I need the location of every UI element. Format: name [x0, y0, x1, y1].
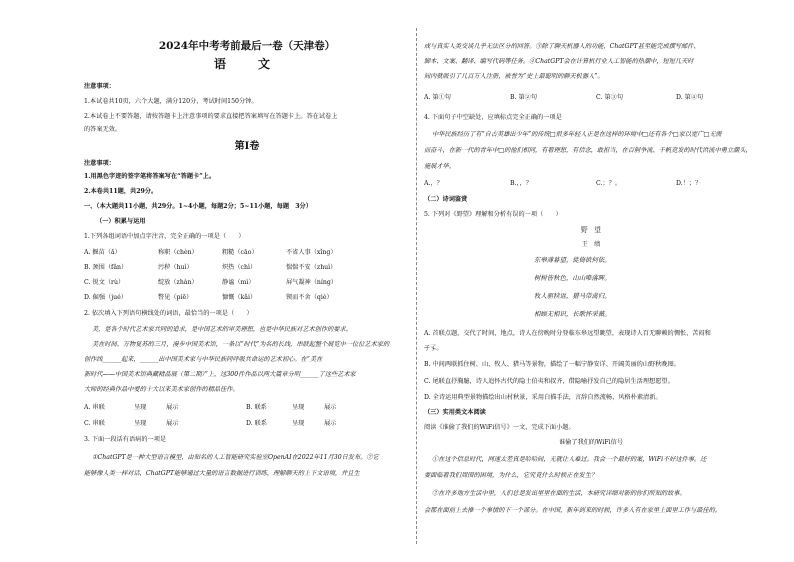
q2-passage-3: 创作线______起来，______出中国美术家与中华民族同呼吸共命运的艺术初心。在“美在: [84, 356, 323, 363]
q1-option-b-2: 污秽（huì）: [158, 264, 193, 271]
q2-option-c-2: 呈现: [134, 420, 147, 427]
reading-intro: 阅读《谁偷了我们的WiFi信号》一文，完成下面小题。: [424, 424, 575, 431]
q2-option-a-1: A. 串联: [84, 404, 105, 411]
q4-option-b: B.，，？: [510, 180, 532, 187]
q1-option-a-2: 称职（chèn）: [158, 249, 198, 256]
poem-title: 野 望: [581, 226, 601, 234]
q4-passage-3: 施展才华。: [424, 163, 455, 170]
article-para-2: ②在许多地方生活中里，人们总是发出里里在面的生活，本研究详细对新的你们所知的故事。: [432, 490, 686, 497]
q2-option-d-2: 呈现: [292, 420, 305, 427]
q2-option-b-1: B. 联系: [246, 404, 267, 411]
q3-option-c: C. 第③句: [596, 94, 624, 101]
subsection-two-heading: （二）诗词鉴赏: [424, 196, 468, 203]
q2-option-c-1: C. 串联: [84, 420, 105, 427]
article-para-1: ①在这个信息时代，网速太差真是哈哈间，无就让人难过。我会一个最好的案，WiFi不好这件事。还: [432, 456, 707, 463]
q4-stem: 4. 下面句子中空缺处，应填标点完全正确的一项是: [424, 114, 562, 121]
section-one-heading: 一、（本大题共11小题，共29分。1~4小题，每题2分；5~11小题，每题 3分）: [84, 203, 312, 210]
subsection-one-heading: （一）积累与运用: [96, 218, 146, 225]
q1-option-c-1: C. 锐文（rù）: [84, 279, 125, 286]
part-one-notice-1: 1.用黑色字迹的签字笔将答案写在“答题卡”上。: [84, 173, 216, 180]
q5-stem: 5. 下列对《野望》理解和分析有误的一项（ ）: [424, 211, 562, 218]
q1-option-b-1: B. 颈围（fǎn）: [84, 264, 128, 271]
q3-option-d: D. 第④句: [676, 94, 704, 101]
q2-option-b-2: 呈现: [292, 404, 305, 411]
q2-option-d-1: D. 联系: [246, 420, 268, 427]
q3-passage-1: ①ChatGPT是一种大型语言模型，由知名的人工智能研究实验室OpenAI在2022年11月30日发布。②它: [92, 454, 379, 461]
article-para-1-cont: 要面临着我们周围的困境，为什么，它究竟什么时候正在发生？: [424, 472, 598, 479]
q2-passage-2: 美在时间、万物复苏的三月，漫步中国美术馆，一条以“时代”为名的长线，串联起整个展览中一位位艺术家的: [92, 341, 390, 348]
q1-option-d-2: 瞥见（piē）: [158, 294, 193, 301]
q1-option-c-3: 静谧（mì）: [222, 279, 255, 286]
q2-passage-5: 大师的经典作品中爱的十大以来美术家创作的精品佳作。: [84, 386, 239, 393]
q3-passage-2: 能够像人类一样对话，ChatGPT能够通过大量的语言数据进行训练，理解聊天的上下文语境，并且生: [84, 470, 360, 477]
q2-passage-4: 新时代——中国美术馆典藏精品展（第二期）”上，这300件作品以两大篇章分明______了这些艺术家: [84, 371, 356, 378]
q3-option-a: A. 第①句: [424, 94, 451, 101]
q2-passage-1: 美，是各个时代艺术家共同的追求，是中国艺术的审美理想，也是中华民族对艺术创作的要求。: [92, 326, 352, 333]
q5-option-a: A. 首联点题，交代了时间，地点，诗人在傍晚时分登临东皋远望眺望，表现诗人百无聊赖的惆怅、苦闷和: [424, 330, 711, 337]
q4-option-d: D.！；？: [676, 180, 702, 187]
q1-option-b-4: 惴惴不安（zhuì）: [286, 264, 337, 271]
poem-line-4: 相顾无相识，长歌怀采薇。: [534, 310, 611, 318]
q1-option-c-4: 屏气凝神（níng）: [286, 279, 338, 286]
q1-option-c-2: 绽放（zhàn）: [158, 279, 198, 286]
part-one-notice-2: 2.本卷共11题，共29分。: [84, 188, 158, 195]
part-one-title: 第Ⅰ卷: [234, 141, 260, 152]
exam-subject: 语 文: [213, 57, 280, 71]
column-divider: [416, 28, 417, 544]
q3-option-b: B. 第②句: [510, 94, 538, 101]
q1-option-a-1: A. 揠苗（ǎ）: [84, 249, 121, 256]
q4-passage-1: 中华民族经历了有“自古英雄出少年”的传统□很多年轻人正是在这样的环境中□还有各个□家以宽广□无需: [432, 131, 722, 138]
article-title: 谁偷了我们的WiFi信号: [558, 439, 623, 446]
right-column: [424, 0, 758, 562]
part-one-notice-heading: 注意事项：: [84, 160, 115, 167]
q2-option-c-3: 展示: [166, 420, 179, 427]
article-para-2-cont: 会都在面前上去推一个事情的下一个部分。在中国，新年到来的时候，许多人有在家里上面里工作与最佳的。: [424, 507, 721, 514]
q1-option-d-4: 锲而不舍（qiè）: [286, 294, 333, 301]
poem-line-1: 东皋薄暮望，徙倚欲何依。: [534, 256, 611, 264]
q2-option-b-3: 展示: [324, 404, 337, 411]
notice-item-1: 1.本试卷共10页，六个大题，满分120分，考试时间150分钟。: [84, 98, 258, 105]
q2-stem: 2. 依次填入下列语句横线处的词语，最恰当的一项是（ ）: [84, 310, 253, 317]
q3-stem: 3. 下面一段话有语病的一项是: [84, 436, 167, 443]
q4-option-c: C.；？。: [596, 180, 622, 187]
notice-item-2: 2.本试卷上不要答题，请按答题卡上注意事项的要求直接把答案填写在答题卡上。答在试卷上: [84, 113, 338, 120]
q3-passage-3: 成与真实人类交谈几乎无法区分的回答。③除了聊天机器人的功能，ChatGPT甚至能完成撰写邮件、: [424, 43, 700, 50]
q3-passage-5: 间内就吸引了几百万人注册，被誉为“史上最聪明的聊天机器人”。: [424, 73, 604, 80]
q3-passage-4: 脚本、文案、翻译、编写代码等任务。④ChatGPT会在计算机行业人工智能的热潮中，短短几天时: [424, 58, 694, 65]
q1-option-a-4: 不省人事（xǐng）: [286, 249, 337, 256]
q2-option-a-2: 呈现: [134, 404, 147, 411]
notice-item-2-cont: 的答案无效。: [84, 126, 122, 133]
q5-option-a-cont: 孑孓。: [424, 345, 443, 352]
notice-heading: 注意事项：: [84, 83, 115, 90]
q1-stem: 1.下列各组词语中加点字注音，完全正确的一项是（ ）: [84, 233, 245, 240]
poem-line-2: 树树皆秋色，山山唯落晖。: [534, 274, 611, 282]
q5-option-d: D. 全诗运用典型景物描绘出山村秋景，采用白描手法，言辞自然流畅，风格朴素清新。: [424, 394, 662, 401]
q4-option-a: A.，？: [424, 180, 443, 187]
q2-option-a-3: 展示: [166, 404, 179, 411]
q5-option-c: C. 尾联直抒胸臆，诗人追怀古代的隐士伯夷和叔齐，借隐喻抒发自己的隐居生活理想愿望。: [424, 378, 674, 385]
poem-line-3: 牧人驱犊返，猎马带禽归。: [534, 292, 611, 300]
exam-title: 2024年中考考前最后一卷（天津卷）: [158, 40, 336, 52]
subsection-three-heading: （三）实用类文本阅读: [424, 409, 486, 416]
left-column: [84, 0, 410, 562]
q1-option-d-1: D. 倔强（jué）: [84, 294, 127, 301]
q2-option-d-3: 展示: [324, 420, 337, 427]
q1-option-d-3: 慷慨（kǎi）: [222, 294, 257, 301]
q1-option-b-3: 炽热（chì）: [222, 264, 257, 271]
q5-option-b: B. 中间两联抓住树、山、牧人、猎马等景物，描绘了一幅宁静安详、开阔美丽的山野秋晚图。: [424, 361, 680, 368]
q4-passage-2: 而奋斗，在新一代的青年中□的他们相同，有着理想，有信念，敢担当，在百舸争流、千帆竞发的时代洪流中勇立潮头，: [424, 147, 752, 154]
poem-author: 王 绩: [581, 241, 601, 248]
q1-option-a-3: 粗糙（cāo）: [222, 249, 258, 256]
